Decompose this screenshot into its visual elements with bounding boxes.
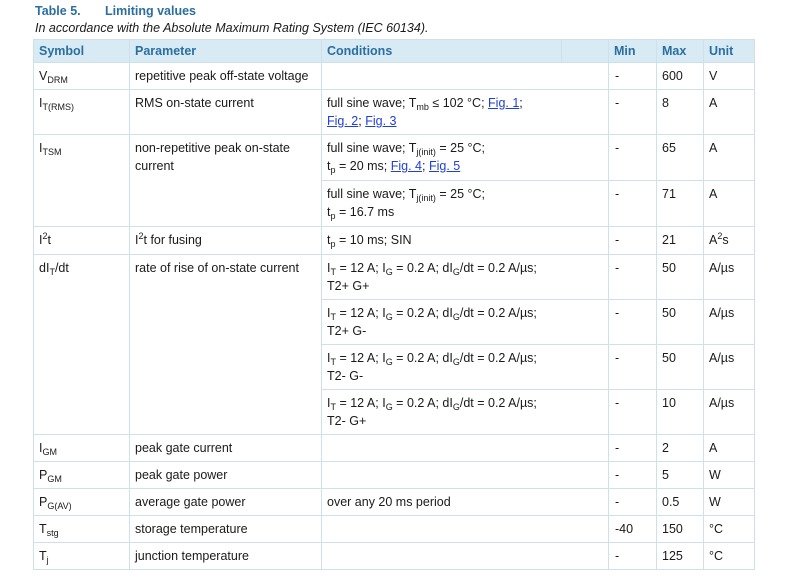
unit-cell: W (704, 462, 755, 489)
conditions-cell: full sine wave; $T_{j(init)} = 25$ °C; $t_p = 16.7$ ms (322, 181, 609, 227)
min-cell: - (609, 489, 657, 516)
symbol-cell: $I_{GM}$ (34, 435, 130, 462)
min-cell: - (609, 390, 657, 435)
unit-cell: A (704, 435, 755, 462)
min-cell: - (609, 300, 657, 345)
max-cell: 600 (657, 63, 704, 90)
header-conditions: Conditions (322, 40, 562, 63)
parameter-cell: peak gate current (130, 435, 322, 462)
unit-cell: A (704, 90, 755, 135)
unit-cell: °C (704, 516, 755, 543)
max-cell: 50 (657, 255, 704, 300)
max-cell: 50 (657, 300, 704, 345)
table-row (34, 135, 755, 181)
header-spacer (562, 40, 609, 63)
table-caption (35, 4, 196, 18)
table-number: Table 5. (35, 4, 81, 18)
fig-2-link[interactable]: Fig. 2 (327, 114, 359, 128)
conditions-cell (322, 63, 609, 90)
table-row (34, 516, 755, 543)
symbol-cell: $V_{DRM}$ (34, 63, 130, 90)
header-min: Min (609, 40, 657, 63)
max-cell: 8 (657, 90, 704, 135)
table-row (34, 90, 755, 135)
limiting-values-table (33, 39, 755, 570)
min-cell: - (609, 543, 657, 570)
header-row (34, 40, 755, 63)
max-cell: 125 (657, 543, 704, 570)
symbol-cell: $I_{TSM}$ (34, 135, 130, 227)
parameter-cell: RMS on-state current (130, 90, 322, 135)
min-cell: - (609, 255, 657, 300)
unit-cell: W (704, 489, 755, 516)
unit-cell: °C (704, 543, 755, 570)
symbol-cell: $P_{GM}$ (34, 462, 130, 489)
conditions-cell: $t_p = 10$ ms; SIN (322, 227, 609, 255)
max-cell: 0.5 (657, 489, 704, 516)
conditions-cell: over any 20 ms period (322, 489, 609, 516)
symbol-cell: $T_{stg}$ (34, 516, 130, 543)
conditions-cell: $I_T = 12$ A; $I_G = 0.2$ A; $dI_G/dt = 0.2$ A/µs; T2- G- (322, 345, 609, 390)
max-cell: 65 (657, 135, 704, 181)
parameter-cell: storage temperature (130, 516, 322, 543)
unit-cell: A/µs (704, 255, 755, 300)
max-cell: 21 (657, 227, 704, 255)
conditions-cell (322, 516, 609, 543)
min-cell: - (609, 135, 657, 181)
header-unit: Unit (704, 40, 755, 63)
conditions-cell: full sine wave; $T_{j(init)} = 25$ °C; $t_p = 20$ ms; Fig. 4; Fig. 5 (322, 135, 609, 181)
unit-cell: A/µs (704, 300, 755, 345)
table-row (34, 435, 755, 462)
min-cell: - (609, 462, 657, 489)
conditions-cell: $I_T = 12$ A; $I_G = 0.2$ A; $dI_G/dt = 0.2$ A/µs; T2+ G- (322, 300, 609, 345)
table-row (34, 543, 755, 570)
symbol-cell: $P_{G(AV)}$ (34, 489, 130, 516)
max-cell: 5 (657, 462, 704, 489)
fig-3-link[interactable]: Fig. 3 (365, 114, 397, 128)
parameter-cell: peak gate power (130, 462, 322, 489)
parameter-cell: rate of rise of on-state current (130, 255, 322, 435)
parameter-cell: repetitive peak off-state voltage (130, 63, 322, 90)
unit-cell: $A^2s$ (704, 227, 755, 255)
max-cell: 71 (657, 181, 704, 227)
max-cell: 50 (657, 345, 704, 390)
fig-5-link[interactable]: Fig. 5 (428, 159, 461, 173)
table-row (34, 63, 755, 90)
unit-cell: A (704, 135, 755, 181)
header-symbol: Symbol (34, 40, 130, 63)
min-cell: - (609, 90, 657, 135)
min-cell: - (609, 63, 657, 90)
min-cell: - (609, 345, 657, 390)
min-cell: - (609, 181, 657, 227)
parameter-cell: junction temperature (130, 543, 322, 570)
table-title: Limiting values (105, 4, 196, 18)
header-max: Max (657, 40, 704, 63)
table-subcaption: In accordance with the Absolute Maximum Rating System (IEC 60134). (35, 21, 429, 35)
header-parameter: Parameter (130, 40, 322, 63)
conditions-cell (322, 543, 609, 570)
min-cell: - (609, 227, 657, 255)
fig-1-link[interactable]: Fig. 1 (488, 96, 520, 110)
max-cell: 10 (657, 390, 704, 435)
symbol-cell: $I^2t$ (34, 227, 130, 255)
conditions-cell: $I_T = 12$ A; $I_G = 0.2$ A; $dI_G/dt = 0.2$ A/µs; T2- G+ (322, 390, 609, 435)
unit-cell: A/µs (704, 390, 755, 435)
parameter-cell: non-repetitive peak on-state current (130, 135, 322, 227)
symbol-cell: $dI_T/dt$ (34, 255, 130, 435)
table-row (34, 227, 755, 255)
parameter-cell: average gate power (130, 489, 322, 516)
symbol-cell: $T_j$ (34, 543, 130, 570)
max-cell: 2 (657, 435, 704, 462)
symbol-cell: $I_{T(RMS)}$ (34, 90, 130, 135)
conditions-cell (322, 435, 609, 462)
unit-cell: V (704, 63, 755, 90)
table-row (34, 489, 755, 516)
table-row (34, 255, 755, 300)
conditions-cell: full sine wave; $T_{mb} \le 102$ °C; Fig. 1; Fig. 2; Fig. 3 (322, 90, 609, 135)
conditions-cell (322, 462, 609, 489)
fig-4-link[interactable]: Fig. 4 (390, 159, 422, 173)
parameter-cell: $I^2t$ for fusing (130, 227, 322, 255)
conditions-cell: $I_T = 12$ A; $I_G = 0.2$ A; $dI_G/dt = 0.2$ A/µs; T2+ G+ (322, 255, 609, 300)
table-row (34, 462, 755, 489)
max-cell: 150 (657, 516, 704, 543)
unit-cell: A/µs (704, 345, 755, 390)
min-cell: -40 (609, 516, 657, 543)
min-cell: - (609, 435, 657, 462)
unit-cell: A (704, 181, 755, 227)
